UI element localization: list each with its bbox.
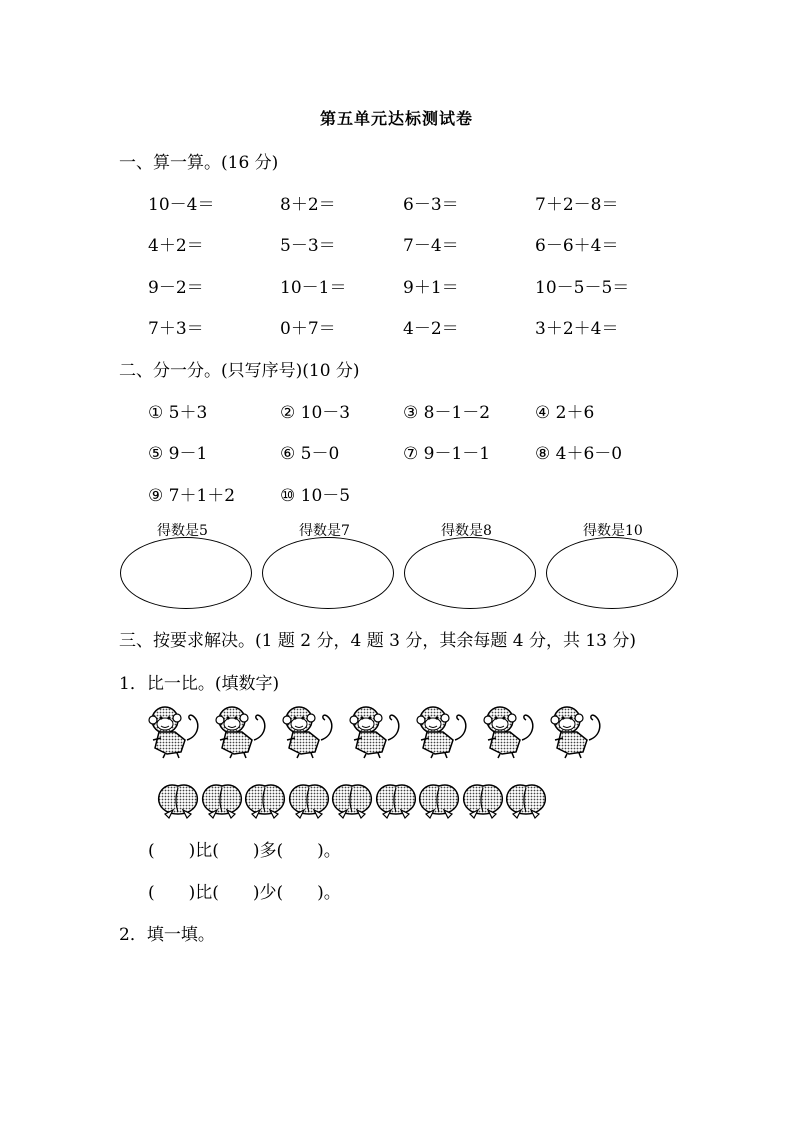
section-2-heading: 二、分一分。(只写序号)(10 分) — [119, 361, 360, 381]
page-title: 第五单元达标测试卷 — [319, 109, 473, 128]
calc-item-2-4: 6－6＋4＝ — [535, 236, 619, 256]
calc-item-1-3: 6－3＝ — [403, 195, 459, 215]
monkey-icon — [214, 702, 272, 764]
calc-item-4-4: 3＋2＋4＝ — [535, 319, 619, 339]
calc-item-4-2: 0＋7＝ — [280, 319, 336, 339]
q1-label: 1．比一比。(填数字) — [119, 674, 280, 694]
peach-icon — [503, 780, 549, 824]
answer-oval-8[interactable] — [404, 537, 536, 609]
compare-line-more: ( )比( )多( )。 — [148, 841, 341, 861]
sort-item-2-1: ⑤ 9－1 — [148, 444, 208, 464]
monkey-icon — [482, 702, 540, 764]
monkey-icon — [281, 702, 339, 764]
answer-oval-5[interactable] — [120, 537, 252, 609]
calc-item-3-4: 10－5－5＝ — [535, 278, 630, 298]
sort-item-1-4: ④ 2＋6 — [535, 403, 595, 423]
calc-item-3-2: 10－1＝ — [280, 278, 347, 298]
oval-label-10: 得数是10 — [583, 523, 643, 539]
monkey-icon — [348, 702, 406, 764]
q2-label: 2．填一填。 — [119, 925, 215, 945]
sort-item-2-4: ⑧ 4＋6－0 — [535, 444, 623, 464]
sort-item-1-1: ① 5＋3 — [148, 403, 208, 423]
monkey-icon — [415, 702, 473, 764]
calc-item-1-2: 8＋2＝ — [280, 195, 336, 215]
peach-icon — [242, 780, 288, 824]
sort-item-1-3: ③ 8－1－2 — [403, 403, 491, 423]
answer-oval-7[interactable] — [262, 537, 394, 609]
calc-item-2-1: 4＋2＝ — [148, 236, 204, 256]
calc-item-1-1: 10－4＝ — [148, 195, 215, 215]
oval-label-8: 得数是8 — [441, 523, 492, 539]
peach-icon — [416, 780, 462, 824]
calc-item-4-3: 4－2＝ — [403, 319, 459, 339]
oval-label-7: 得数是7 — [299, 523, 350, 539]
sort-item-2-2: ⑥ 5－0 — [280, 444, 340, 464]
peach-icon — [199, 780, 245, 824]
calc-item-1-4: 7＋2－8＝ — [535, 195, 619, 215]
monkey-icon — [549, 702, 607, 764]
calc-item-3-1: 9－2＝ — [148, 278, 204, 298]
monkey-icon — [147, 702, 205, 764]
calc-item-4-1: 7＋3＝ — [148, 319, 204, 339]
answer-oval-10[interactable] — [546, 537, 678, 609]
peach-icon — [373, 780, 419, 824]
compare-line-less: ( )比( )少( )。 — [148, 883, 341, 903]
sort-item-1-2: ② 10－3 — [280, 403, 351, 423]
calc-item-3-3: 9＋1＝ — [403, 278, 459, 298]
peach-icon — [286, 780, 332, 824]
calc-item-2-3: 7－4＝ — [403, 236, 459, 256]
section-1-heading: 一、算一算。(16 分) — [119, 153, 279, 173]
peach-icon — [329, 780, 375, 824]
peach-icon — [155, 780, 201, 824]
sort-item-3-1: ⑨ 7＋1＋2 — [148, 486, 236, 506]
section-3-heading: 三、按要求解决。(1 题 2 分，4 题 3 分，其余每题 4 分，共 13 分) — [119, 631, 637, 651]
sort-item-3-2: ⑩ 10－5 — [280, 486, 351, 506]
peach-icon — [460, 780, 506, 824]
calc-item-2-2: 5－3＝ — [280, 236, 336, 256]
sort-item-2-3: ⑦ 9－1－1 — [403, 444, 491, 464]
oval-label-5: 得数是5 — [157, 523, 208, 539]
